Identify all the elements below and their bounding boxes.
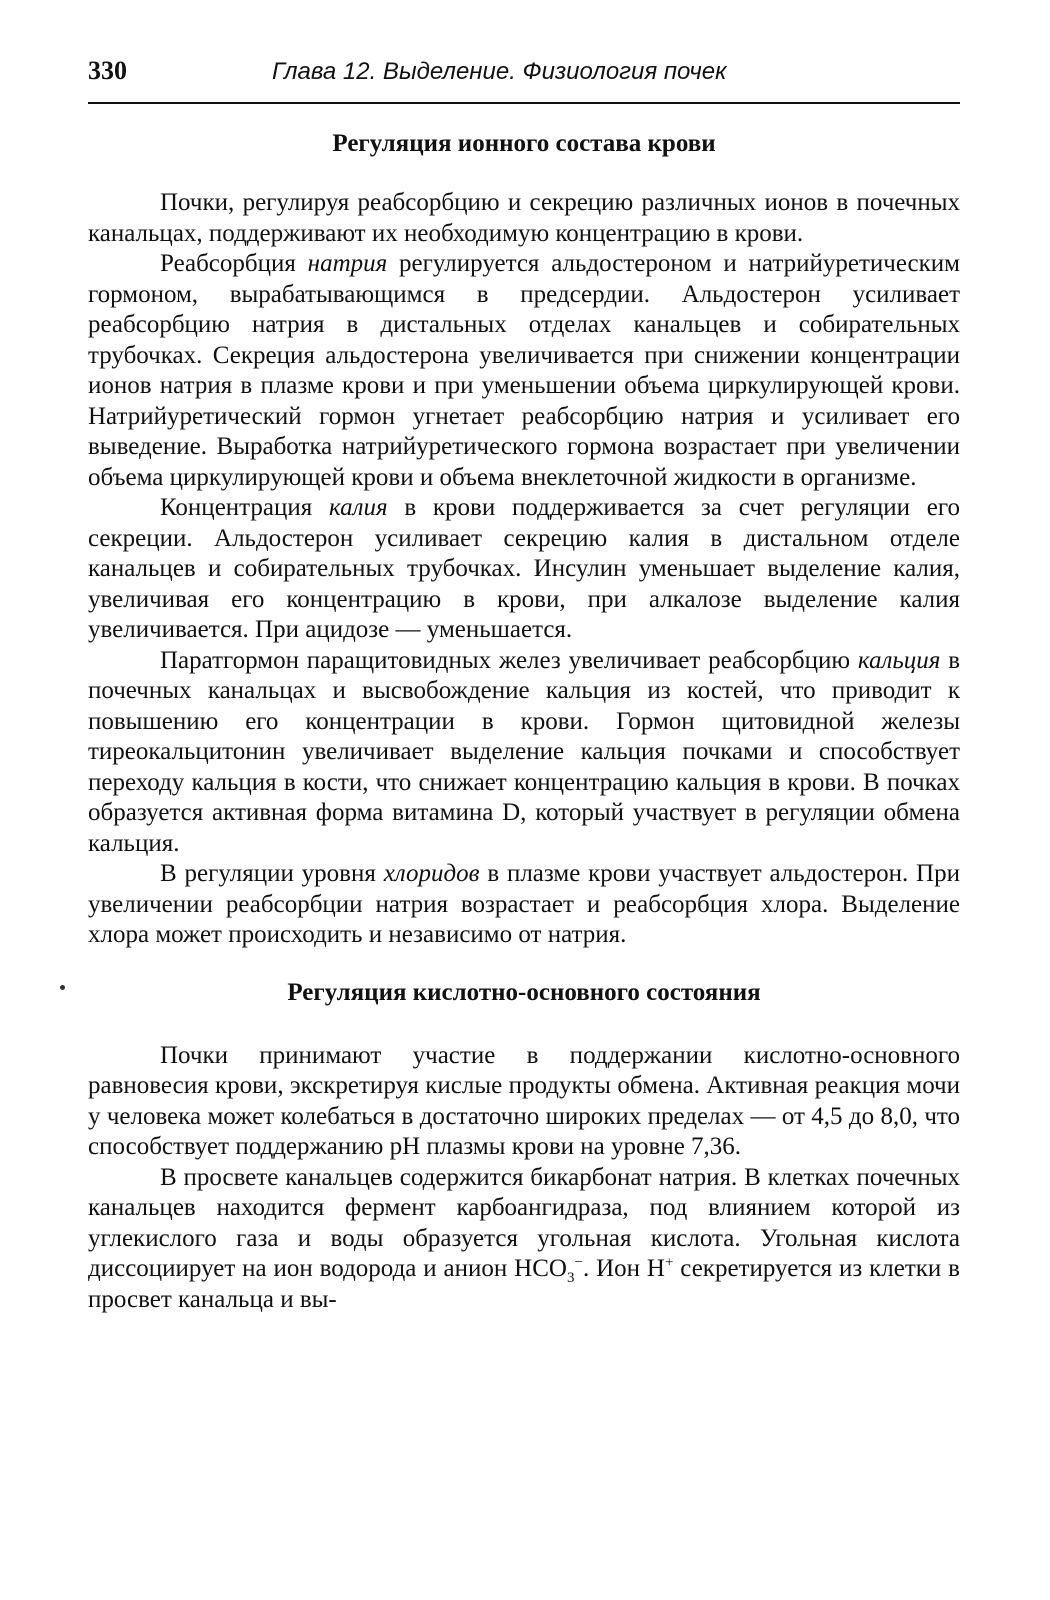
term-chlorides: хлоридов <box>383 860 480 887</box>
bicarbonate-formula: $HCO_3^-$ <box>514 1254 583 1286</box>
paragraph-kidney-ions: Почки, регулируя реабсорбцию и секрецию различных ионов в почечных канальцах, поддерживают их необходимую концентрацию в крови. <box>88 189 960 247</box>
term-potassium: калия <box>329 494 388 521</box>
paragraph-potassium: Концентрация калия в крови поддерживается за счет регуляции его секреции. Альдостерон усиливает секрецию калия в дистальном отделе канальцев и собирательных трубочках. Инсулин уменьшает выделение калия, увеличивая его концентрацию в крови, при алкалозе выделение калия увеличивается. При ацидозе — уменьшается. <box>88 494 960 643</box>
term-calcium: кальция <box>857 646 941 674</box>
page-number: 330 <box>88 56 127 85</box>
paragraph-acid-base: Почки принимают участие в поддержании кислотно-основного равновесия крови, экскретируя кислые продукты обмена. Активная реакция мочи у человека может колебаться в достаточно широких пределах — от 4,5 до 8,0, что способствует поддержанию pH плазмы крови на уровне 7,36. <box>88 1041 960 1160</box>
chapter-title: Глава 12. Выделение. Физиология почек <box>272 58 727 85</box>
paragraph-bicarbonate: В просвете канальцев содержится бикарбонат натрия. В клетках почечных канальцев находится фермент карбоангидраза, под влиянием которой из углекислого газа и воды образуется угольная кислота. Угольная кислота диссоциирует на ион водорода и анион $HCO_3^-$. Ион H+ секретируется из клетки в просвет канальца и вы- <box>88 1163 960 1313</box>
section-heading-acid-base: Регуляция кислотно-основного состояния <box>287 978 761 1006</box>
paragraph-sodium: Реабсорбция натрия регулируется альдостероном и натрийуретическим гормоном, вырабатывающимся в предсердии. Альдостерон усиливает реабсорбцию натрия в дистальных отделах канальцев и собирательных трубочках. Секреция альдостерона увеличивается при снижении концентрации ионов натрия в плазме крови и при уменьшении объема циркулирующей крови. Натрийуретический гормон угнетает реабсорбцию натрия и усиливает его выведение. Выработка натрийуретического гормона возрастает при увеличении объема циркулирующей крови и объема внеклеточной жидкости в организме. <box>88 250 960 491</box>
term-sodium: натрия <box>307 250 388 277</box>
book-page <box>88 56 960 1315</box>
running-header <box>88 56 960 104</box>
section-heading-ion-composition: Регуляция ионного состава крови <box>332 130 716 157</box>
scan-speck <box>60 985 65 990</box>
paragraph-chlorides: В регуляции уровня хлоридов в плазме крови участвует альдостерон. При увеличении реабсорбции натрия возрастает и реабсорбция хлора. Выделение хлора может происходить и независимо от натрия. <box>88 860 960 948</box>
hydrogen-charge: + <box>664 1254 674 1271</box>
paragraph-calcium: Паратгормон паращитовидных желез увеличивает реабсорбцию кальция в почечных канальцах и высвобождение кальция из костей, что приводит к повышению его концентрации в крови. Гормон щитовидной железы тиреокальцитонин увеличивает выделение кальция почками и способствует переходу кальция в кости, что снижает концентрацию кальция в крови. В почках образуется активная форма витамина D, который участвует в регуляции обмена кальция. <box>88 646 961 857</box>
